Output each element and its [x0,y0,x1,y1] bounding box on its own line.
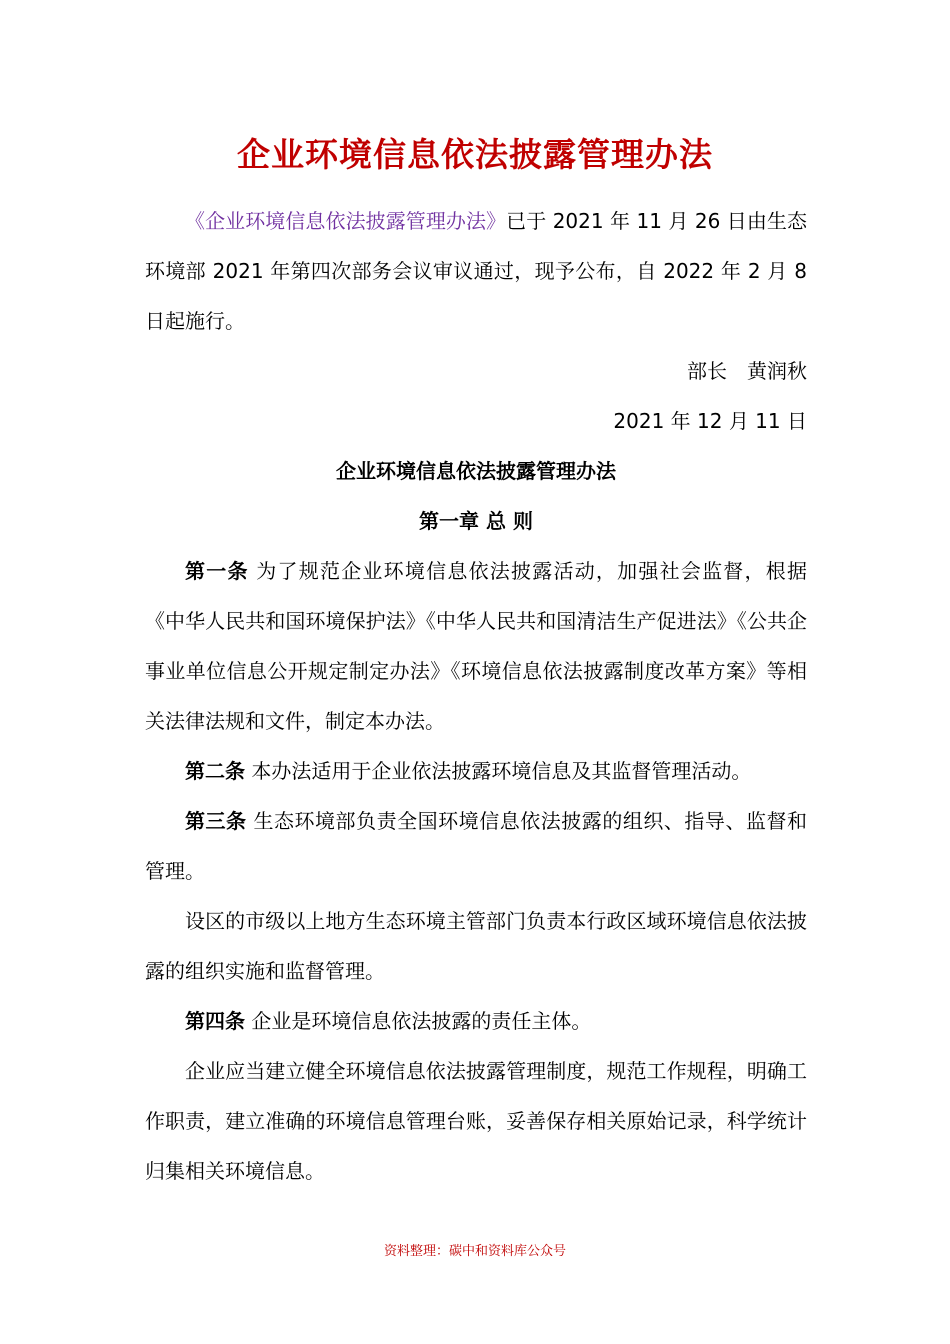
footer-source: 资料整理：碳中和资料库公众号 [383,1244,566,1259]
chapter-title: 第一章 总 则 [419,509,533,533]
issue-date: 2021 年 12 月 11 日 [613,409,807,433]
article-3 [145,796,807,896]
article-text: 为了规范企业环境信息依法披露活动，加强社会监督，根据《中华人民共和国环境保护法》《中华人民共和国清洁生产促进法》《公共企事业单位信息公开规定制定办法》《环境信息依法披露制度改革方案》等相关法律法规和文件，制定本办法。 [145,559,807,733]
document-title: 企业环境信息依法披露管理办法 [237,135,713,174]
signature: 部长 黄润秋 [687,359,807,383]
article-text: 本办法适用于企业依法披露环境信息及其监督管理活动。 [245,759,752,783]
article-label: 第一条 [185,559,249,583]
regulation-title: 企业环境信息依法披露管理办法 [336,459,616,483]
article-1 [145,546,807,746]
intro-paragraph [145,196,807,346]
article-label: 第三条 [185,809,247,833]
article-3-paragraph-2: 设区的市级以上地方生态环境主管部门负责本行政区域环境信息依法披露的组织实施和监督管理。 [145,909,807,983]
article-text: 企业是环境信息依法披露的责任主体。 [245,1009,592,1033]
document-body [145,196,807,1196]
article-4-paragraph-2: 企业应当建立健全环境信息依法披露管理制度，规范工作规程，明确工作职责，建立准确的环境信息管理台账，妥善保存相关原始记录，科学统计归集相关环境信息。 [145,1059,807,1183]
article-2 [145,746,807,796]
article-label: 第四条 [185,1009,245,1033]
article-4 [145,996,807,1046]
article-label: 第二条 [185,759,245,783]
article-text: 生态环境部负责全国环境信息依法披露的组织、指导、监督和管理。 [145,809,808,883]
regulation-link[interactable]: 《企业环境信息依法披露管理办法》 [185,209,507,233]
intro-text: 已于 2021 年 11 月 26 日由生态环境部 2021 年第四次部务会议审议通过，现予公布，自 2022 年 2 月 8 日起施行。 [145,209,807,333]
